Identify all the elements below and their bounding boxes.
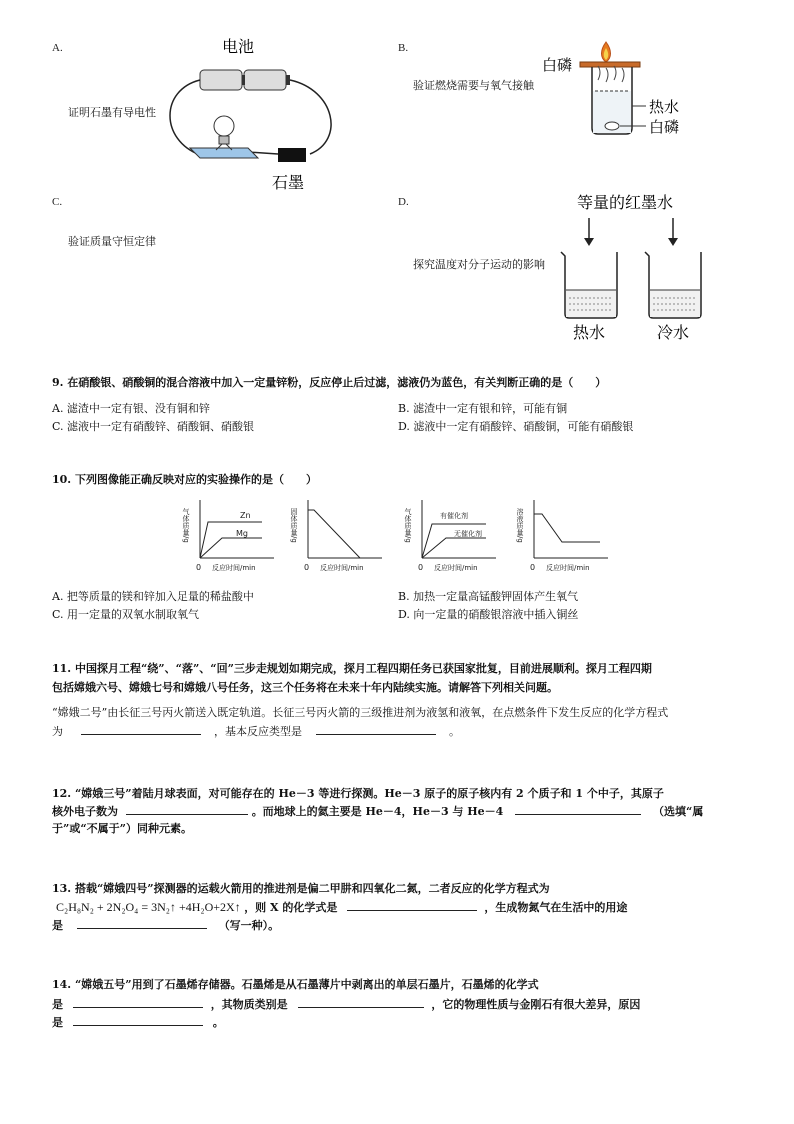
q9-option-b: B. 滤渣中一定有银和锌，可能有铜: [398, 402, 568, 415]
q14-line1: 14. “嫦娥五号”用到了石墨烯存储器。石墨烯是从石墨薄片中剥离出的单层石墨片，石墨烯的化学式: [52, 978, 539, 991]
red-ink-label: 等量的红墨水: [577, 193, 674, 212]
q13-blank-use[interactable]: [77, 916, 207, 929]
q12-line1: 12. “嫦娥三号”着陆月球表面，对可能存在的 He－3 等进行探测。He－3 原子的原子核内有 2 个质子和 1 个中子，其原子: [52, 787, 664, 800]
q12-text-choose: （选填“属: [653, 805, 704, 818]
q9-option-c: C. 滤液中一定有硝酸锌、硝酸铜、硝酸银: [52, 420, 255, 433]
g4-ylabel: 溶液质量/g: [516, 508, 524, 543]
q13-text-shi: 是: [52, 919, 63, 932]
q11-blank-equation[interactable]: [81, 722, 201, 735]
g1-series2: Mg: [236, 529, 248, 538]
figure-b-combustion: [540, 36, 680, 146]
g2-origin: 0: [304, 563, 310, 572]
g1-origin: 0: [196, 563, 202, 572]
q12-blank-electrons[interactable]: [126, 802, 248, 815]
q13-line2: [56, 898, 627, 917]
q14-text-category: ，其物质类别是: [210, 998, 288, 1011]
cold-water-label-d: 冷水: [657, 323, 690, 342]
q11-stem-line2: 包括嫦娥六号、嫦娥七号和嫦娥八号任务，这三个任务将在未来十年内陆续实施。请解答下列相关问题。: [52, 681, 558, 694]
figure-a-circuit: [160, 30, 360, 200]
q14-line3: [52, 1013, 224, 1032]
q9-stem: 9. 在硝酸银、硝酸铜的混合溶液中加入一定量锌粉，反应停止后过滤，滤液仍为蓝色，有关判断正确的是（ ）: [52, 376, 607, 389]
q11-stem-line1: 11. 中国探月工程“绕”、“落”、“回”三步走规划如期完成，探月工程四期任务已获国家批复，目前进展顺利。探月工程四期: [52, 662, 652, 675]
g4-xlabel: 反应时间/min: [546, 564, 590, 572]
q11-body-line2: [52, 722, 460, 741]
g1-series1: Zn: [240, 511, 251, 520]
q11-blank-reaction-type[interactable]: [316, 722, 436, 735]
q10-stem: 10. 下列图像能正确反映对应的实验操作的是（ ）: [52, 473, 317, 486]
g2-ylabel: 固体质量/g: [290, 508, 298, 543]
q14-text-shi2: 是: [52, 1016, 63, 1029]
q12-text-electrons: 核外电子数为: [52, 805, 118, 818]
g3-series2: 无催化剂: [454, 530, 482, 538]
hot-water-label-b: 热水: [649, 98, 680, 116]
hot-water-label-d: 热水: [573, 323, 606, 342]
g3-ylabel: 气体质量/g: [404, 508, 412, 543]
white-phosphorus-top-label: 白磷: [542, 56, 573, 74]
g4-origin: 0: [530, 563, 536, 572]
q11-body-line1: “嫦娥二号”由长征三号丙火箭送入既定轨道。长征三号丙火箭的三级推进剂为液氢和液氧，在点燃条件下发生反应的化学方程式: [52, 706, 669, 719]
option-a-caption: 证明石墨有导电性: [68, 106, 156, 119]
q13-text-use: ，生成物氮气在生活中的用途: [484, 901, 628, 914]
g1-ylabel: 气体质量/g: [182, 508, 190, 543]
white-phosphorus-bottom-label: 白磷: [649, 118, 680, 136]
graphite-label: 石墨: [272, 173, 305, 192]
battery-label: 电池: [222, 37, 255, 56]
q13-text-x: ，则 X 的化学式是: [244, 901, 338, 914]
q14-text-end: 。: [212, 1016, 224, 1029]
option-d-caption: 探究温度对分子运动的影响: [413, 258, 545, 271]
g3-xlabel: 反应时间/min: [434, 564, 478, 572]
q13-line1: 13. 搭载“嫦娥四号”探测器的运载火箭用的推进剂是偏二甲肼和四氧化二氮，二者反应的化学方程式为: [52, 882, 550, 895]
g3-origin: 0: [418, 563, 424, 572]
q12-line2: [52, 802, 703, 821]
q11-text-end: 。: [449, 725, 460, 738]
q11-text-reaction-type: ，基本反应类型是: [214, 725, 302, 738]
q10-option-b: B. 加热一定量高锰酸钾固体产生氧气: [398, 590, 579, 603]
q13-blank-x[interactable]: [347, 898, 477, 911]
q13-text-one: （写一种）。: [218, 919, 280, 932]
q10-option-c: C. 用一定量的双氧水制取氧气: [52, 608, 200, 621]
option-d-letter: D.: [398, 196, 409, 208]
q12-text-he4: 。而地球上的氦主要是 He－4，He－3 与 He－4: [251, 805, 504, 818]
q11-text-wei: 为: [52, 725, 63, 738]
q13-line3: [52, 916, 279, 935]
g1-xlabel: 反应时间/min: [212, 564, 256, 572]
q9-option-d: D. 滤液中一定有硝酸锌、硝酸铜，可能有硝酸银: [398, 420, 634, 433]
q14-text-reason: ，它的物理性质与金刚石有很大差异，原因: [431, 998, 641, 1011]
q13-equation: C₂H₈N₂ + 2N₂O₄ = 3N₂↑ +4H₂O+2X↑: [56, 900, 241, 914]
g2-xlabel: 反应时间/min: [320, 564, 364, 572]
q14-text-shi: 是: [52, 998, 63, 1011]
q10-option-a: A. 把等质量的镁和锌加入足量的稀盐酸中: [52, 590, 254, 603]
q9-option-a: A. 滤渣中一定有银、没有铜和锌: [52, 402, 210, 415]
option-b-caption: 验证燃烧需要与氧气接触: [413, 79, 534, 92]
figure-d-beakers: [555, 188, 705, 343]
q14-blank-formula[interactable]: [73, 995, 203, 1008]
q14-blank-category[interactable]: [298, 995, 424, 1008]
q10-option-d: D. 向一定量的硝酸银溶液中插入铜丝: [398, 608, 579, 621]
q10-graphs: [170, 494, 630, 578]
option-c-letter: C.: [52, 196, 63, 208]
q12-line3: 于”或“不属于”）同种元素。: [52, 822, 192, 835]
q12-blank-element[interactable]: [515, 802, 641, 815]
option-a-letter: A.: [52, 42, 63, 54]
g3-series1: 有催化剂: [440, 512, 468, 520]
q14-blank-reason[interactable]: [73, 1013, 203, 1026]
q14-line2: [52, 995, 640, 1014]
option-b-letter: B.: [398, 42, 409, 54]
option-c-caption: 验证质量守恒定律: [68, 235, 156, 248]
